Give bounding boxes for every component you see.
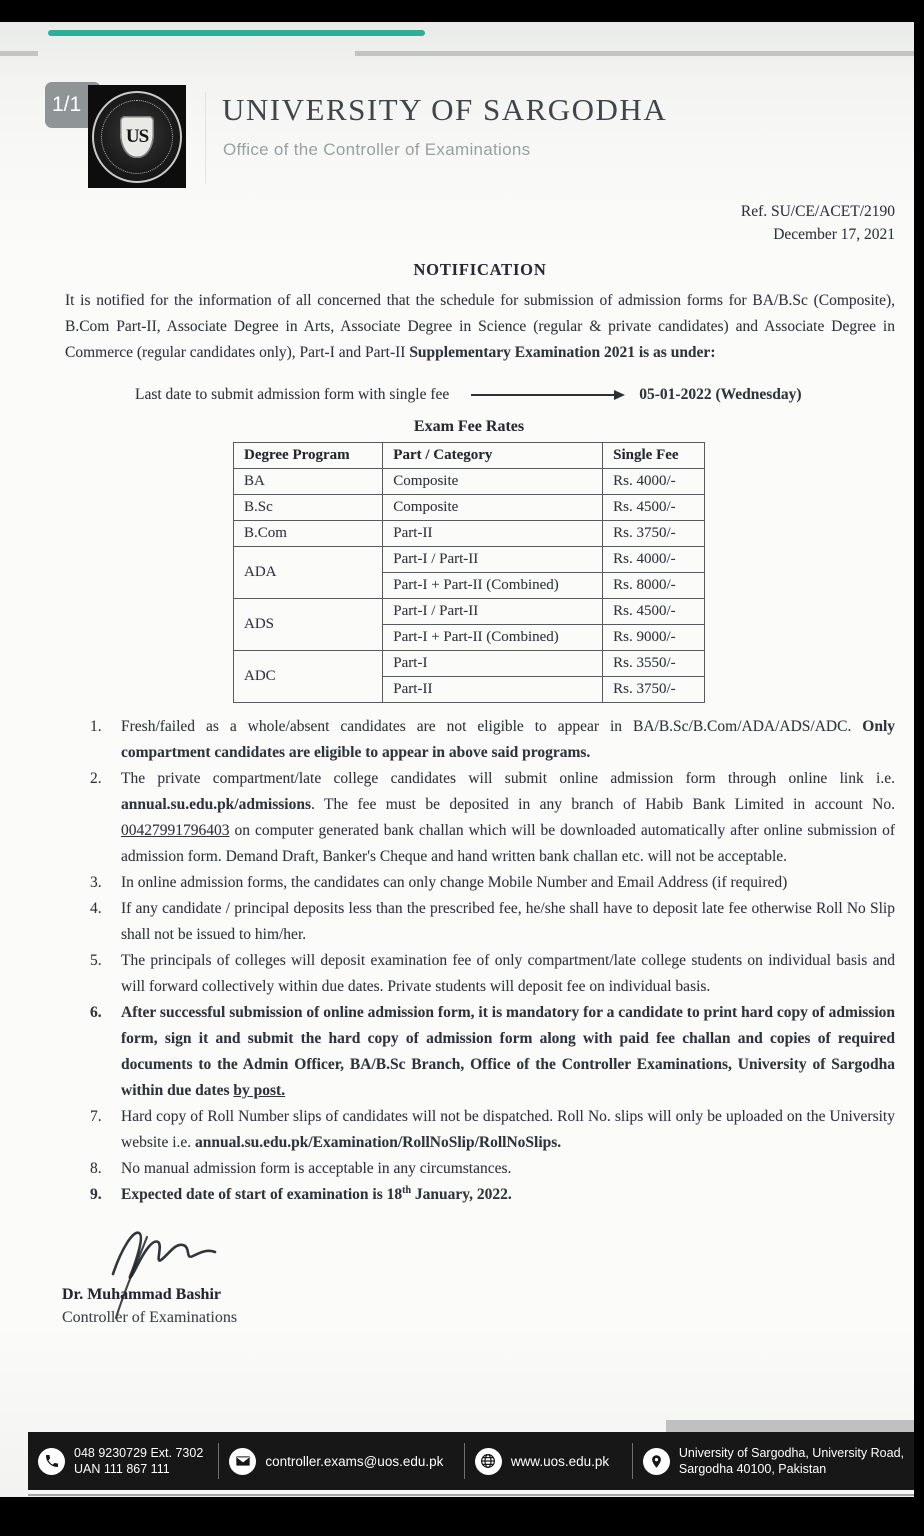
fee-table-title: Exam Fee Rates — [413, 417, 525, 435]
table-cell: BA — [234, 468, 383, 494]
list-item — [65, 896, 895, 948]
page-count-badge: 1/1 — [45, 82, 101, 128]
university-seal-icon — [92, 91, 182, 183]
list-item — [65, 1182, 895, 1208]
table-cell: Rs. 9000/- — [603, 624, 705, 650]
table-cell: Rs. 3750/- — [603, 520, 705, 546]
table-cell: ADS — [234, 598, 383, 650]
intro-paragraph: It is notified for the information of all concerned that the schedule for submission of admission forms for BA/B.Sc (Composite), B.Com Part-II, Associate Degree in Arts, Associate Degree in Science (regular & private candidates) and Associate Degree in Commerce (regular candidates only), Part-I and Part-II Supplementary Examination 2021 is as under: — [65, 292, 895, 361]
list-item — [65, 948, 895, 1000]
table-cell: Part-I / Part-II — [383, 598, 603, 624]
viewer-progress-bar — [48, 30, 425, 36]
footer-website: www.uos.edu.pk — [510, 1453, 610, 1469]
list-item-text: No manual admission form is acceptable in any circumstances. — [121, 1159, 512, 1177]
table-cell: B.Sc — [234, 494, 383, 520]
list-item-number: 7. — [90, 1107, 102, 1125]
table-cell: Rs. 4500/- — [603, 494, 705, 520]
table-cell: Rs. 4000/- — [603, 468, 705, 494]
university-logo — [88, 85, 186, 188]
table-cell: Rs. 4000/- — [603, 546, 705, 572]
table-row — [234, 546, 705, 572]
reference-block — [65, 200, 895, 246]
list-item-text: Fresh/failed as a whole/absent candidates are not eligible to appear in BA/B.Sc/B.Com/ADA/ADS/ADC. Only compartment candidates are eligible to appear in above said programs. — [121, 717, 895, 761]
list-item — [65, 766, 895, 870]
table-cell: ADC — [234, 650, 383, 702]
list-item-number: 3. — [90, 873, 102, 891]
table-cell: Rs. 3750/- — [603, 676, 705, 702]
table-cell: Rs. 8000/- — [603, 572, 705, 598]
table-cell: Part-I + Part-II (Combined) — [383, 572, 603, 598]
footer-phone-line1: 048 9230729 Ext. 7302 — [74, 1446, 204, 1460]
table-row — [234, 520, 705, 546]
list-item-number: 4. — [90, 899, 102, 917]
list-item-text: In online admission forms, the candidates can only change Mobile Number and Email Address (if required) — [121, 873, 788, 891]
letterhead-divider — [205, 92, 206, 184]
list-item-text: The principals of colleges will deposit examination fee of only compartment/late college students on individual basis and will forward collectively within due dates. Private students will deposit fee on individual basis. — [121, 951, 895, 995]
footer-phone-segment — [28, 1445, 218, 1477]
list-item-number: 8. — [90, 1159, 102, 1177]
university-name: UNIVERSITY OF SARGODHA — [222, 92, 668, 127]
table-cell: Composite — [383, 494, 603, 520]
location-pin-icon — [643, 1448, 670, 1475]
table-row — [234, 494, 705, 520]
list-item-text: After successful submission of online admission form, it is mandatory for a candidate to print hard copy of admission form, sign it and submit the hard copy of admission form along with paid fee challan and copies of required documents to the Admin Officer, BA/B.Sc Branch, Office of the Controller Examinations, University of Sargodha within due dates by post. — [121, 1003, 895, 1099]
table-row — [234, 468, 705, 494]
list-item-text: Hard copy of Roll Number slips of candidates will not be dispatched. Roll No. slips will only be uploaded on the University website i.e. annual.su.edu.pk/Examination/RollNoSlip/RollNoSlips. — [121, 1107, 895, 1151]
footer-contact-bar — [28, 1432, 914, 1490]
table-cell: Rs. 4500/- — [603, 598, 705, 624]
table-cell: Rs. 3550/- — [603, 650, 705, 676]
list-item-text: Expected date of start of examination is 18th January, 2022. — [121, 1184, 512, 1203]
footer-email: controller.exams@uos.edu.pk — [265, 1453, 444, 1469]
signatory-name: Dr. Muhammad Bashir — [62, 1285, 221, 1303]
email-icon — [229, 1448, 256, 1475]
table-row — [234, 598, 705, 624]
table-cell: B.Com — [234, 520, 383, 546]
table-cell: Part-II — [383, 520, 603, 546]
footer-address-line2: Sargodha 40100, Pakistan — [678, 1462, 827, 1476]
signature-block — [62, 1232, 895, 1342]
list-item-number: 2. — [90, 769, 102, 787]
footer-website-segment — [465, 1448, 632, 1475]
footer-email-segment — [219, 1448, 464, 1475]
table-header-cell: Single Fee — [603, 442, 705, 468]
footer-address-segment — [633, 1445, 914, 1477]
footer-divider — [632, 1443, 633, 1479]
footer-address-line1: University of Sargodha, University Road, — [678, 1446, 904, 1460]
arrow-icon — [471, 394, 623, 396]
document-date: December 17, 2021 — [773, 226, 895, 243]
list-item-text: If any candidate / principal deposits less than the prescribed fee, he/she shall have to deposit late fee otherwise Roll No Slip shall not be issued to him/her. — [121, 899, 895, 943]
last-date-label: Last date to submit admission form with single fee — [135, 385, 450, 403]
scan-artifact-chip — [0, 51, 38, 56]
table-row — [234, 650, 705, 676]
exam-fee-table — [233, 442, 705, 703]
list-item-number: 1. — [90, 717, 102, 735]
phone-icon — [38, 1448, 65, 1475]
list-item-number: 6. — [90, 1003, 102, 1021]
list-item-number: 5. — [90, 951, 102, 969]
notes-list — [65, 714, 895, 1208]
document-body — [62, 200, 895, 1342]
table-cell: Part-I + Part-II (Combined) — [383, 624, 603, 650]
table-cell: Part-I / Part-II — [383, 546, 603, 572]
table-cell: Part-II — [383, 676, 603, 702]
table-header-cell: Part / Category — [383, 442, 603, 468]
signatory-role: Controller of Examinations — [62, 1308, 238, 1326]
last-date-value: 05-01-2022 (Wednesday) — [639, 385, 802, 403]
last-date-row — [135, 382, 895, 408]
table-cell: Composite — [383, 468, 603, 494]
footer-divider — [464, 1443, 465, 1479]
office-name: Office of the Controller of Examinations — [223, 140, 531, 159]
document-title: NOTIFICATION — [413, 260, 547, 279]
globe-icon — [475, 1448, 502, 1475]
list-item — [65, 714, 895, 766]
document-photo — [0, 22, 914, 1497]
reference-number: Ref. SU/CE/ACET/2190 — [740, 203, 895, 220]
list-item — [65, 1156, 895, 1182]
list-item-number: 9. — [90, 1185, 102, 1203]
list-item-text: The private compartment/late college candidates will submit online admission form through online link i.e. annual.su.edu.pk/admissions. The fee must be deposited in any branch of Habib Bank Limited in account No. 00427991796403 on computer generated bank challan which will be downloaded automatically after online submission of admission form. Demand Draft, Banker's Cheque and hand written bank challan etc. will not be acceptable. — [121, 769, 895, 865]
list-item — [65, 870, 895, 896]
table-cell: Part-I — [383, 650, 603, 676]
table-cell: ADA — [234, 546, 383, 598]
scan-artifact-band — [355, 51, 914, 56]
list-item — [65, 1104, 895, 1156]
footer-divider — [218, 1443, 219, 1479]
table-header-cell: Degree Program — [234, 442, 383, 468]
footer-phone-line2: UAN 111 867 111 — [74, 1462, 170, 1476]
list-item — [65, 1000, 895, 1104]
logo-monogram: US — [120, 116, 154, 158]
